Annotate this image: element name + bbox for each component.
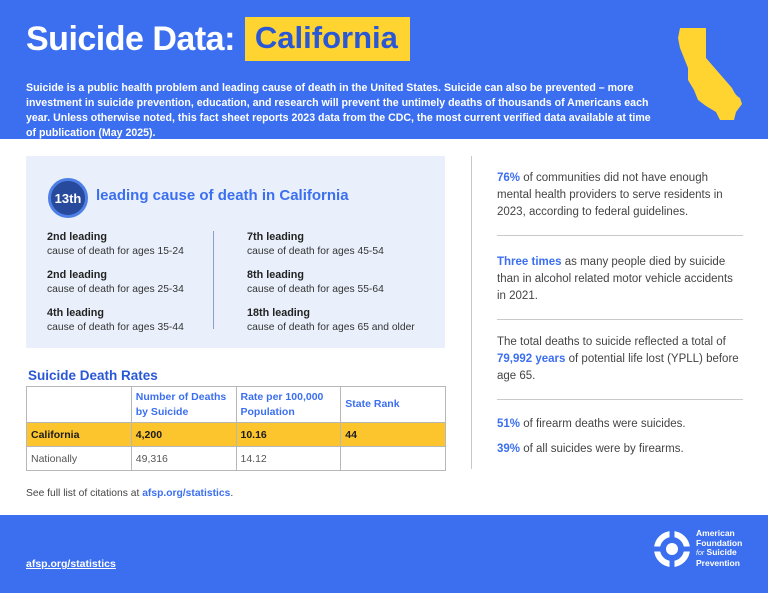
logo-text: American Foundation for Suicide Prevention — [696, 528, 743, 568]
stat-item: Three times as many people died by suicide than in alcohol related motor vehicle accidents in 2021. — [497, 256, 733, 302]
table-cell: Nationally — [27, 447, 132, 471]
citation-link[interactable]: afsp.org/statistics — [142, 488, 231, 499]
title-text: Suicide Data: — [26, 19, 235, 58]
table-header-cell: Number of Deaths by Suicide — [131, 387, 236, 423]
header-banner — [0, 0, 768, 139]
rank-circle — [48, 178, 88, 218]
afsp-logo — [654, 529, 742, 568]
state-name-badge: California — [245, 17, 410, 61]
table-cell: 49,316 — [131, 447, 236, 471]
rank-item: 7th leading cause of death for ages 45-54 — [247, 231, 384, 257]
stat-item: The total deaths to suicide reflected a total of 79,992 years of potential life lost (YPLL) before age 65. — [497, 336, 739, 382]
table-cell: 14.12 — [236, 447, 341, 471]
table-cell: California — [27, 423, 132, 447]
footer-link[interactable]: afsp.org/statistics — [26, 558, 116, 570]
section-divider — [471, 156, 472, 469]
stat-divider — [497, 319, 743, 320]
table-row — [27, 423, 446, 447]
stat-divider — [497, 235, 743, 236]
page-title — [26, 16, 410, 62]
california-map-icon — [676, 24, 746, 124]
rank-column-left — [47, 230, 227, 344]
table-cell — [341, 447, 446, 471]
stat-item: 39% of all suicides were by firearms. — [497, 443, 684, 455]
rank-item: 4th leading cause of death for ages 35-44 — [47, 307, 184, 333]
citation-note: See full list of citations at afsp.org/statistics. — [26, 488, 234, 499]
stat-item: 51% of firearm deaths were suicides. — [497, 418, 686, 430]
table-row — [27, 447, 446, 471]
rates-table — [26, 386, 446, 471]
column-divider — [213, 231, 214, 329]
table-header-cell — [27, 387, 132, 423]
rank-item: 2nd leading cause of death for ages 25-34 — [47, 269, 184, 295]
table-header-row — [27, 387, 446, 423]
stat-divider — [497, 399, 743, 400]
rates-title: Suicide Death Rates — [28, 368, 158, 383]
rank-value: 13th — [54, 190, 82, 206]
footer-banner — [0, 515, 768, 593]
rank-label: leading cause of death in California — [96, 187, 349, 204]
rank-item: 2nd leading cause of death for ages 15-24 — [47, 231, 184, 257]
table-cell: 4,200 — [131, 423, 236, 447]
rank-item: 8th leading cause of death for ages 55-64 — [247, 269, 384, 295]
table-cell: 10.16 — [236, 423, 341, 447]
lifebuoy-logo-icon — [654, 531, 690, 567]
stat-item: 76% of communities did not have enough mental health providers to serve residents in 2023, according to federal guidelines. — [497, 172, 723, 218]
table-header-cell: State Rank — [341, 387, 446, 423]
stats-column — [497, 170, 743, 458]
rank-item: 18th leading cause of death for ages 65 and older — [247, 307, 415, 333]
table-cell: 44 — [341, 423, 446, 447]
intro-paragraph: Suicide is a public health problem and leading cause of death in the United States. Suicide can also be prevented – more investment in suicide prevention, education, and research will prevent the untimely deaths of thousands of Americans each year. Unless otherwise noted, this fact sheet reports 2023 data from the CDC, the most current verified data available at time of publication (May 2025). — [26, 82, 651, 139]
leading-cause-panel — [26, 156, 445, 348]
rank-column-right — [247, 230, 427, 344]
table-header-cell: Rate per 100,000 Population — [236, 387, 341, 423]
